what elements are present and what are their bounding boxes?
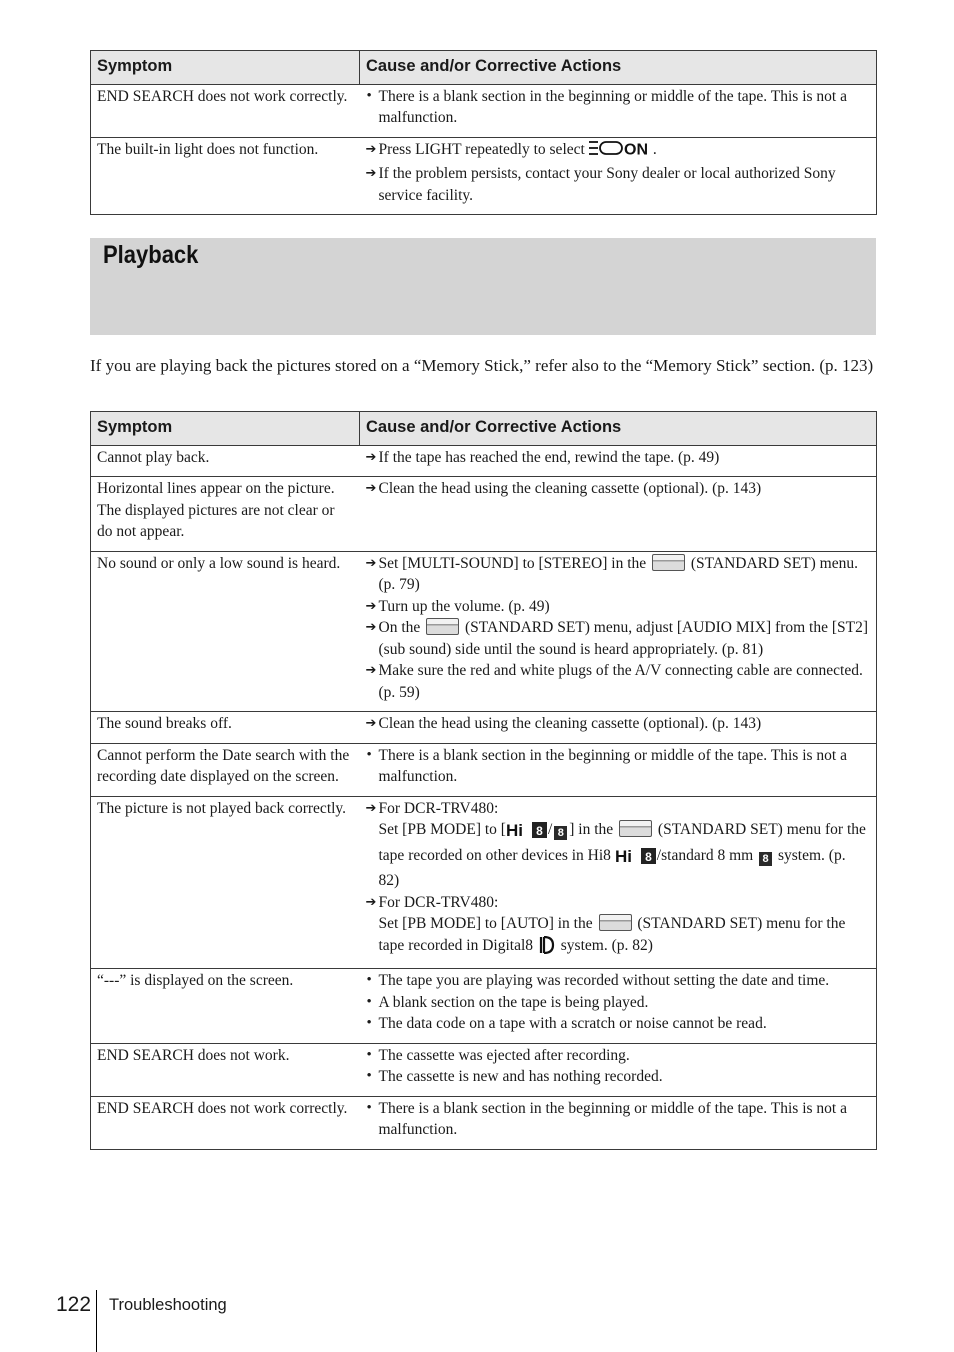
svg-text:Hi: Hi <box>505 821 523 838</box>
cause-cell <box>360 1096 877 1149</box>
troubleshooting-table-misc <box>90 50 877 215</box>
symptom-cell: Horizontal lines appear on the picture. The displayed pictures are not clear or do not appear. <box>91 477 360 552</box>
cause-cell <box>360 445 877 477</box>
toolbox-icon <box>599 914 632 931</box>
footer-divider <box>96 1290 97 1352</box>
symptom-cell: Cannot play back. <box>91 445 360 477</box>
table-row <box>91 969 877 1044</box>
standard-8-icon: 8 <box>554 826 567 840</box>
symptom-cell: The sound breaks off. <box>91 712 360 744</box>
bullet-icon: • <box>366 1046 372 1063</box>
arrow-icon: ➔ <box>365 800 377 816</box>
bullet-item: • The cassette was ejected after recording. <box>366 1045 871 1067</box>
table-row <box>91 796 877 969</box>
arrow-icon: ➔ <box>365 555 377 571</box>
arrow-icon: ➔ <box>365 620 377 635</box>
digital8-icon <box>539 936 555 961</box>
table-row <box>91 1096 877 1149</box>
symptom-cell: END SEARCH does not work. <box>91 1043 360 1096</box>
table-row <box>91 137 877 215</box>
bullet-item: • The tape you are playing was recorded without setting the date and time. <box>366 970 871 992</box>
bullet-icon: • <box>366 972 372 988</box>
bullet-item: • A blank section on the tape is being played. <box>366 992 871 1014</box>
arrow-icon: ➔ <box>365 598 377 614</box>
troubleshooting-table-playback <box>90 411 877 1150</box>
table-row <box>91 1043 877 1096</box>
table-row <box>91 743 877 796</box>
cause-cell <box>360 796 877 969</box>
table-row <box>91 84 877 137</box>
svg-text:Hi: Hi <box>614 846 632 864</box>
cause-header: Cause and/or Corrective Actions <box>360 51 877 85</box>
symptom-cell: “---” is displayed on the screen. <box>91 969 360 1044</box>
symptom-cell: The built-in light does not function. <box>91 137 360 215</box>
arrow-icon: ➔ <box>365 141 377 157</box>
cause-header: Cause and/or Corrective Actions <box>360 412 877 446</box>
light-on-icon <box>588 139 650 164</box>
action-item: ➔ Turn up the volume. (p. 49) <box>366 596 871 618</box>
symptom-cell: The picture is not played back correctly. <box>91 796 360 969</box>
action-item: ➔ If the tape has reached the end, rewind the tape. (p. 49) <box>366 447 871 469</box>
action-item: ➔ On the (STANDARD SET) menu, adjust [AUDIO MIX] from the [ST2] (sub sound) side until the sound is heard appropriately. (p. 81) <box>365 619 869 658</box>
intro-paragraph: If you are playing back the pictures stored on a “Memory Stick,” refer also to the “Memory Stick” section. (p. 123) <box>90 356 874 375</box>
cause-cell <box>360 137 877 215</box>
action-item: ➔ Make sure the red and white plugs of the A/V connecting cable are connected. (p. 59) <box>365 662 863 701</box>
action-item: ➔ For DCR-TRV480: Set [PB MODE] to [AUTO] in the (STANDARD SET) menu for the tape recorded in Digital8 system. (p. 82) <box>366 892 871 961</box>
cause-cell <box>360 969 877 1044</box>
symptom-header: Symptom <box>91 412 360 446</box>
bullet-icon: • <box>366 993 372 1010</box>
bullet-item: • The cassette is new and has nothing recorded. <box>366 1066 871 1088</box>
action-item: ➔ Clean the head using the cleaning cassette (optional). (p. 143) <box>366 713 871 735</box>
action-item: ➔ Clean the head using the cleaning cassette (optional). (p. 143) <box>366 478 871 500</box>
bullet-item: • The data code on a tape with a scratch or noise cannot be read. <box>366 1013 871 1035</box>
symptom-header: Symptom <box>91 51 360 85</box>
bullet-icon: • <box>366 1068 372 1084</box>
bullet-icon: • <box>366 87 372 104</box>
arrow-icon: ➔ <box>365 449 377 465</box>
hi8-icon <box>506 821 548 845</box>
cause-cell <box>360 84 877 137</box>
arrow-icon: ➔ <box>365 166 377 181</box>
footer-section-label: Troubleshooting <box>109 1296 227 1314</box>
arrow-icon: ➔ <box>365 716 377 731</box>
table-row <box>91 551 877 712</box>
hi8-icon <box>615 847 657 871</box>
toolbox-icon <box>619 820 652 837</box>
svg-text:8: 8 <box>536 824 543 838</box>
bullet-item: • There is a blank section in the beginning or middle of the tape. This is not a malfunction. <box>366 87 847 126</box>
table-header-row <box>91 412 877 446</box>
cause-cell <box>360 551 877 712</box>
toolbox-icon <box>426 618 459 635</box>
symptom-cell: END SEARCH does not work correctly. <box>91 84 360 137</box>
symptom-cell: Cannot perform the Date search with the recording date displayed on the screen. <box>91 743 360 796</box>
action-item: ➔ For DCR-TRV480: Set [PB MODE] to [ Hi 8 / 8 ] in the (STANDARD SET) menu for the tape recorded on other devices in Hi8 Hi 8 /standard 8 mm 8 system. (p. 82) <box>365 799 866 889</box>
bullet-item: • There is a blank section in the beginning or middle of the tape. This is not a malfunction. <box>366 1099 847 1138</box>
table-row <box>91 477 877 552</box>
arrow-icon: ➔ <box>365 663 377 678</box>
bullet-icon: • <box>366 746 372 763</box>
standard-8-icon: 8 <box>759 852 772 866</box>
page-number: 122 <box>56 1293 92 1316</box>
section-title: Playback <box>103 241 199 269</box>
svg-text:ON: ON <box>623 141 648 157</box>
cause-cell <box>360 477 877 552</box>
action-item: ➔ Press LIGHT repeatedly to select ON . <box>366 139 871 164</box>
cause-cell <box>360 1043 877 1096</box>
table-row <box>91 712 877 744</box>
action-item: ➔ If the problem persists, contact your Sony dealer or local authorized Sony service facility. <box>365 165 836 204</box>
action-item: ➔ Set [MULTI-SOUND] to [STEREO] in the (STANDARD SET) menu. (p. 79) <box>365 554 858 593</box>
table-header-row <box>91 51 877 85</box>
arrow-icon: ➔ <box>365 481 377 496</box>
bullet-icon: • <box>366 1099 372 1116</box>
toolbox-icon <box>652 554 685 571</box>
symptom-cell: No sound or only a low sound is heard. <box>91 551 360 712</box>
table-row <box>91 445 877 477</box>
cause-cell <box>360 712 877 744</box>
bullet-icon: • <box>366 1015 372 1031</box>
symptom-cell: END SEARCH does not work correctly. <box>91 1096 360 1149</box>
cause-cell <box>360 743 877 796</box>
section-header-bar <box>90 238 876 335</box>
svg-text:8: 8 <box>644 849 652 864</box>
bullet-item: • There is a blank section in the beginning or middle of the tape. This is not a malfunction. <box>366 746 847 785</box>
arrow-icon: ➔ <box>365 894 377 910</box>
